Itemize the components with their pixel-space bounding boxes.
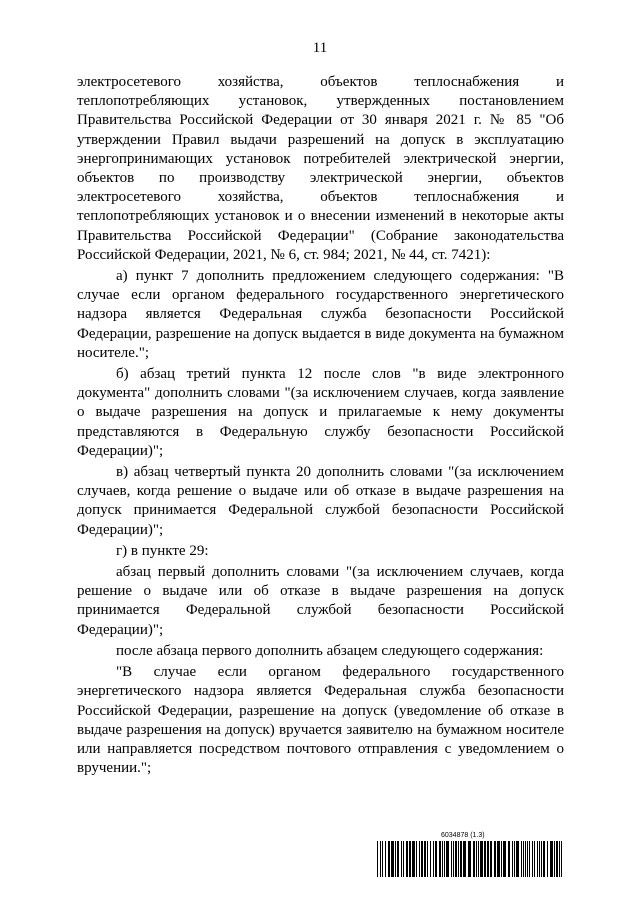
paragraph-item-b: б) абзац третий пункта 12 после слов "в виде электронного документа" дополнить словами "(за исключением случаев, когда заявление о выдаче разрешения на допуск и прилагаемые к нему документы представляются в Федеральную службу безопасности Российской Федерации)"; <box>77 366 564 459</box>
paragraph-item-a: а) пункт 7 дополнить предложением следующего содержания: "В случае если органом федерального государственного энергетического надзора является Федеральная служба безопасности Российской Федерации, разрешение на допуск выдается в виде документа на бумажном носителе."; <box>77 268 564 361</box>
barcode-icon <box>377 841 564 877</box>
paragraph-item-g: г) в пункте 29: <box>116 542 209 559</box>
page-number: 11 <box>312 40 328 56</box>
paragraph-subitem-after: после абзаца первого дополнить абзацем следующего содержания: <box>116 642 544 659</box>
paragraph-quoted-text: "В случае если органом федерального государственного энергетического надзора является Федеральная служба безопасности Российской Федерации, разрешение на допуск (уведомление об отказе в выдаче разрешения на допуск) вручается заявителю на бумажном носителе или направляется посредством почтового отправления с уведомлением о вручении."; <box>77 664 564 777</box>
paragraph-item-v: в) абзац четвертый пункта 20 дополнить словами "(за исключением случаев, когда решение о выдаче или об отказе в выдаче разрешения на допуск принимается Федеральной службой безопасности Российской Федерации)"; <box>77 464 564 538</box>
paragraph-subitem-first: абзац первый дополнить словами "(за исключением случаев, когда решение о выдаче или об отказе в выдаче разрешения на допуск принимается Федеральной службой безопасности Российской Федерации)"; <box>77 564 564 638</box>
paragraph-continuation: электросетевого хозяйства, объектов теплоснабжения и теплопотребляющих установок, утвержденных постановлением Правительства Российской Федерации от 30 января 2021 г. № 85 "Об утверждении Правил выдачи разрешений на допуск в эксплуатацию энергопринимающих установок потребителей электрической энергии, объектов по производству электрической энергии, объектов электросетевого хозяйства, объектов теплоснабжения и теплопотребляющих установок и о внесении изменений в некоторые акты Правительства Российской Федерации" (Собрание законодательства Российской Федерации, 2021, № 6, ст. 984; 2021, № 44, ст. 7421): <box>77 74 564 263</box>
document-body <box>77 73 564 778</box>
document-code: 6034878 (1.3) <box>441 832 485 839</box>
